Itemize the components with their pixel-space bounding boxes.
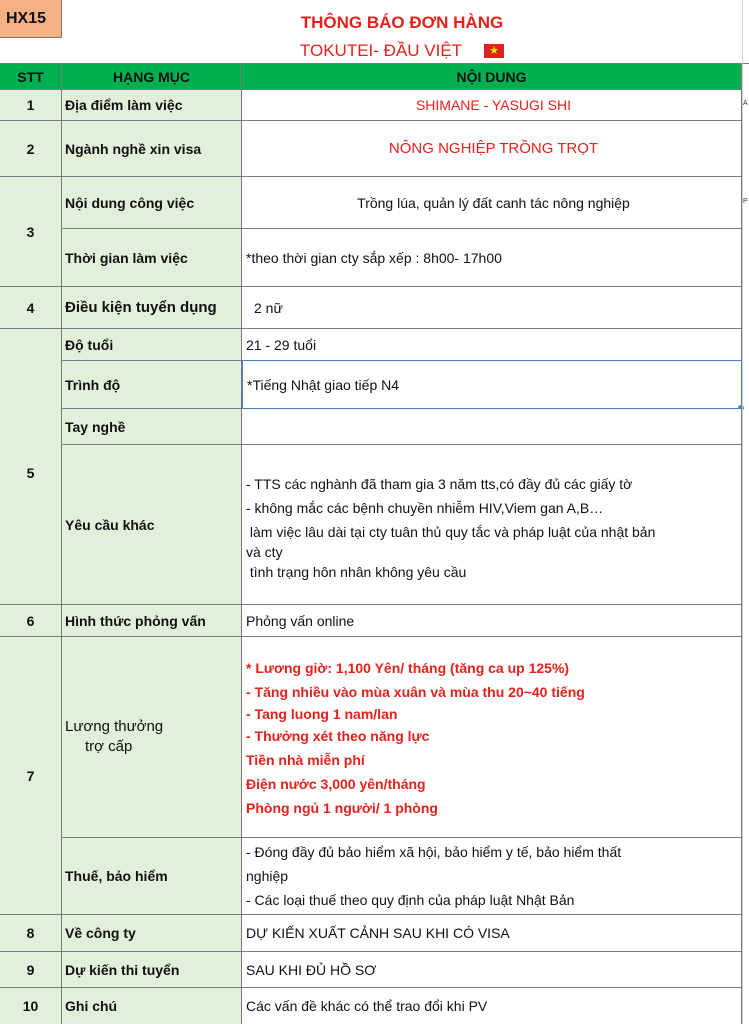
salary-line: - Thưởng xét theo năng lực: [246, 728, 430, 744]
row-2-stt: 2: [0, 121, 62, 177]
row-7-tax-content: [242, 838, 742, 915]
row-8-content: DỰ KIẾN XUẤT CẢNH SAU KHI CÓ VISA: [242, 915, 742, 952]
row-3a-content: Trồng lúa, quản lý đất canh tác nông nghiệp: [242, 177, 742, 229]
row-4-content: 2 nữ: [242, 287, 742, 329]
requirement-line: - không mắc các bệnh chuyền nhiễm HIV,Viem gan A,B…: [246, 499, 604, 516]
row-3b-category: Thời gian làm việc: [62, 229, 242, 287]
row-5-skill-category: Tay nghề: [62, 409, 242, 445]
row-5-skill-content: [242, 409, 742, 445]
row-7-salary-content: [242, 637, 742, 838]
col-header-content: NỘI DUNG: [242, 64, 742, 90]
requirement-line: - TTS các nghành đã tham gia 3 năm tts,có đầy đủ các giấy tờ: [246, 475, 633, 492]
row-5-age-category: Độ tuổi: [62, 329, 242, 361]
page-title: THÔNG BÁO ĐƠN HÀNG: [300, 13, 504, 32]
insurance-line: - Các loại thuế theo quy định của pháp luật Nhật Bản: [246, 892, 575, 908]
row-3b-content: *theo thời gian cty sắp xếp : 8h00- 17h00: [242, 229, 742, 287]
row-9-content: SAU KHI ĐỦ HỒ SƠ: [242, 952, 742, 988]
col-header-stt: STT: [0, 64, 62, 90]
col-header-category: HẠNG MỤC: [62, 64, 242, 90]
row-5-other-category: Yêu cầu khác: [62, 445, 242, 605]
row-5-stt: 5: [0, 329, 62, 605]
salary-line: Tiền nhà miễn phí: [246, 752, 365, 768]
insurance-line: - Đóng đầy đủ bảo hiểm xã hội, bảo hiểm y tế, bảo hiểm thất: [246, 844, 622, 860]
row-4-stt: 4: [0, 287, 62, 329]
order-code: HX15: [6, 9, 47, 27]
row-2-category: Ngành nghề xin visa: [62, 121, 242, 177]
row-3-stt: 3: [0, 177, 62, 287]
row-5-education-category: Trình độ: [62, 361, 242, 409]
row-6-stt: 6: [0, 605, 62, 637]
row-5-other-content: [242, 445, 742, 605]
row-1-category: Địa điểm làm việc: [62, 90, 242, 121]
row-6-content: Phỏng vấn online: [242, 605, 742, 637]
insurance-line: nghiệp: [246, 868, 289, 884]
row-10-content: Các vấn đề khác có thể trao đổi khi PV: [242, 988, 742, 1024]
row-8-category: Về công ty: [62, 915, 242, 952]
row-4-category: Điều kiện tuyển dụng: [62, 287, 242, 329]
edge-mark-a: A: [743, 100, 748, 107]
requirement-line: và cty: [246, 543, 283, 560]
vietnam-flag-icon: ★: [484, 44, 504, 58]
row-2-content: NÔNG NGHIỆP TRỒNG TRỌT: [242, 121, 742, 177]
row-10-stt: 10: [0, 988, 62, 1024]
subtitle-cell: [62, 38, 742, 64]
page-subtitle: TOKUTEI- ĐẦU VIỆT: [299, 40, 463, 60]
salary-line: - Tăng nhiều vào mùa xuân và mùa thu 20~40 tiếng: [246, 684, 585, 700]
requirement-line: làm việc lâu dài tại cty tuân thủ quy tắc và pháp luật của nhật bản: [246, 523, 656, 540]
row-9-category: Dự kiến thi tuyển: [62, 952, 242, 988]
salary-line: * Lương giờ: 1,100 Yên/ tháng (tăng ca up 125%): [246, 660, 570, 676]
row-10-category: Ghi chú: [62, 988, 242, 1024]
row-7-stt: 7: [0, 637, 62, 915]
row-5-education-content[interactable]: *Tiếng Nhật giao tiếp N4: [242, 360, 742, 409]
row-8-stt: 8: [0, 915, 62, 952]
row-5-age-content: 21 - 29 tuổi: [242, 329, 742, 361]
row-7-salary-category: Lương thưởng trợ cấp: [62, 637, 242, 838]
row-1-content: SHIMANE - YASUGI SHI: [242, 90, 742, 121]
salary-line: Phòng ngủ 1 người/ 1 phòng: [246, 800, 438, 816]
requirement-line: tình trạng hôn nhân không yêu cầu: [246, 563, 467, 580]
row-7-tax-category: Thuế, bảo hiểm: [62, 838, 242, 915]
salary-line: Điện nước 3,000 yên/tháng: [246, 776, 426, 792]
row-3a-category: Nội dung công việc: [62, 177, 242, 229]
sheet-gridline: [742, 0, 743, 1024]
title-cell: [62, 0, 742, 38]
edge-mark-p: P: [743, 198, 748, 205]
salary-line: - Tang luong 1 nam/lan: [246, 706, 398, 722]
code-cell: [0, 0, 62, 38]
row-1-stt: 1: [0, 90, 62, 121]
row-6-category: Hình thức phỏng vấn: [62, 605, 242, 637]
row-9-stt: 9: [0, 952, 62, 988]
